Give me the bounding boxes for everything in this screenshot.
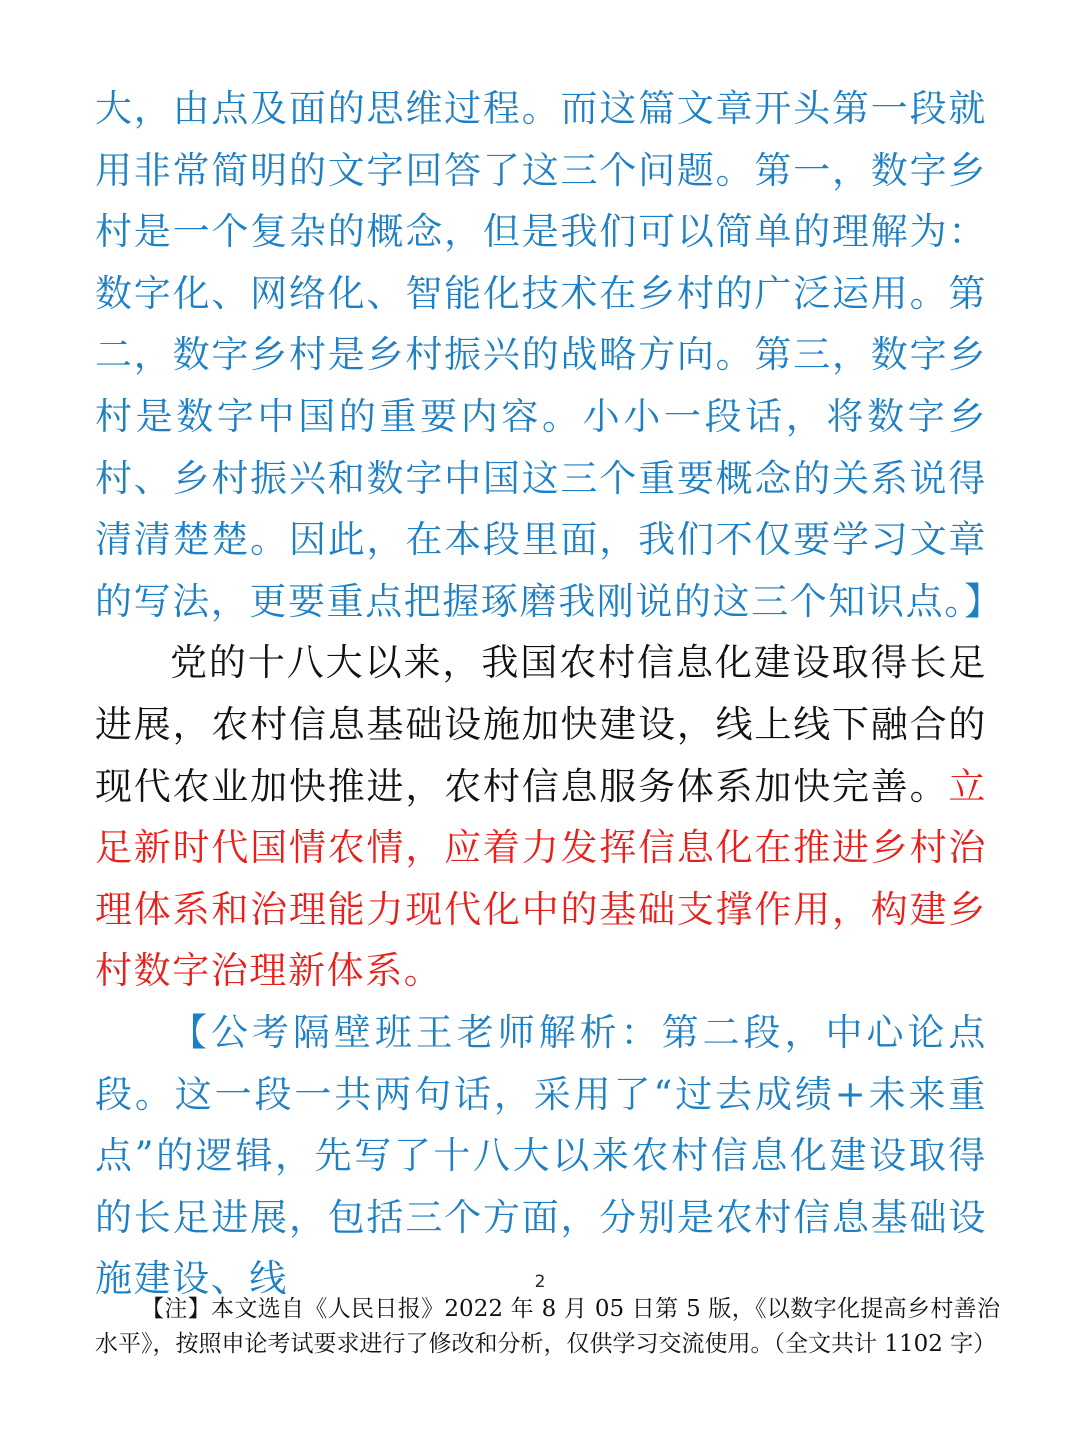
article-paragraph-2 [95,632,987,1002]
analysis-paragraph-2: 【公考隔壁班王老师解析：第二段，中心论点段。这一段一共两句话，采用了“过去成绩+未来重点”的逻辑，先写了十八大以来农村信息化建设取得的长足进展，包括三个方面，分别是农村信息基础设施建设、线 [95,1010,987,1301]
analysis-paragraph-continued: 大，由点及面的思维过程。而这篇文章开头第一段就用非常简明的文字回答了这三个问题。第一，数字乡村是一个复杂的概念，但是我们可以简单的理解为：数字化、网络化、智能化技术在乡村的广泛运用。第二，数字乡村是乡村振兴的战略方向。第三，数字乡村是数字中国的重要内容。小小一段话，将数字乡村、乡村振兴和数字中国这三个重要概念的关系说得清清楚楚。因此，在本段里面，我们不仅要学习文章的写法，更要重点把握琢磨我刚说的这三个知识点。】 [95,87,1003,623]
source-footnote: 【注】本文选自《人民日报》2022 年 8 月 05 日第 5 版，《以数字化提高乡村善治水平》，按照申论考试要求进行了修改和分析，仅供学习交流使用。（全文共计 1102 字） [95,1296,1000,1357]
article-body [95,78,1003,1310]
article-paragraph-2-black-text: 党的十八大以来，我国农村信息化建设取得长足进展，农村信息基础设施加快建设，线上线下融合的现代农业加快推进，农村信息服务体系加快完善。 [95,641,987,808]
article-paragraph-2-highlighted-text: 立足新时代国情农情，应着力发挥信息化在推进乡村治理体系和治理能力现代化中的基础支撑作用，构建乡村数字治理新体系。 [95,764,987,993]
page-number: 2 [534,1272,546,1292]
